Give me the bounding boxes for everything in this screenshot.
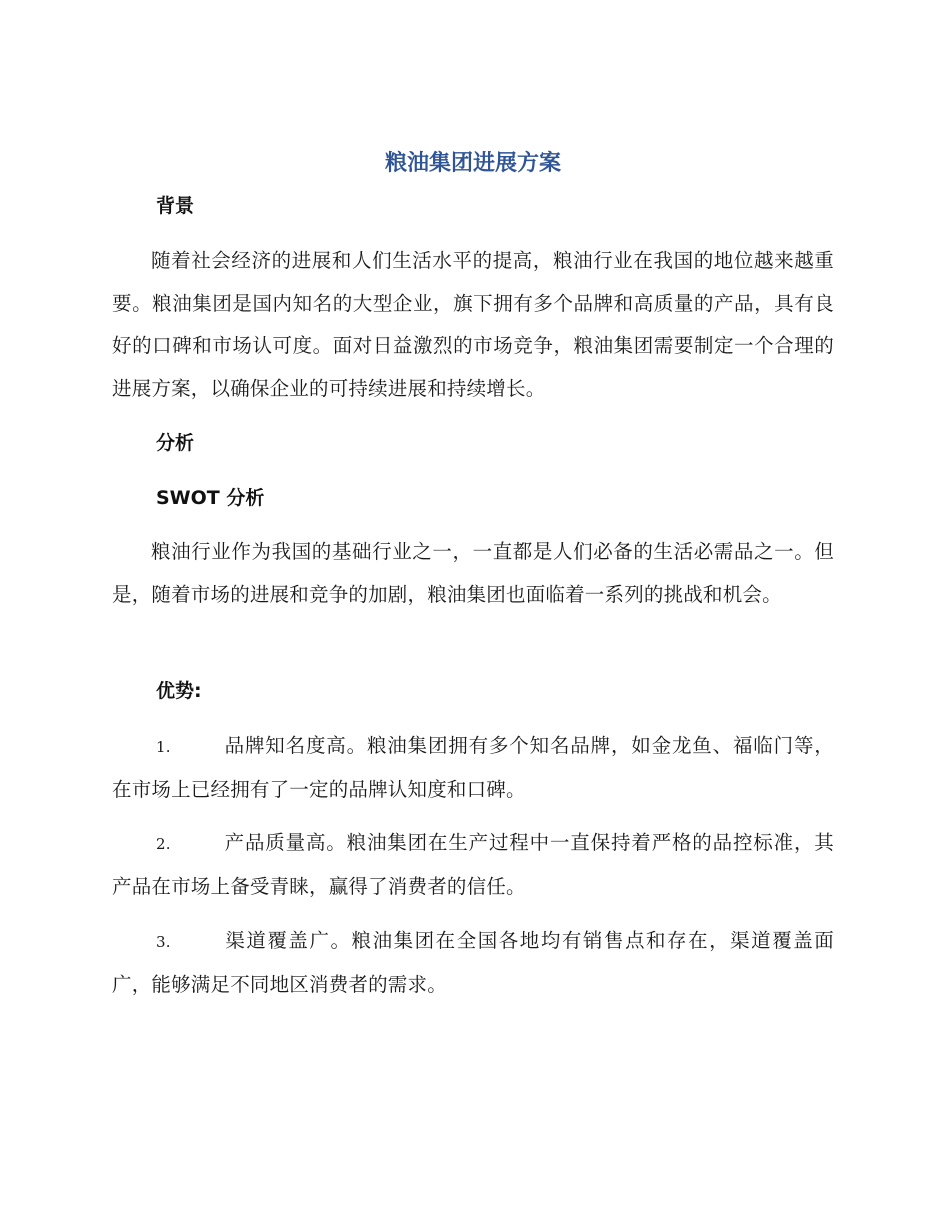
- section-heading-background: 背景: [156, 195, 195, 217]
- list-text: 品牌知名度高。粮油集团拥有多个知名品牌，如金龙鱼、福临门等，在市场上已经拥有了一定的品牌认知度和口碑。: [112, 734, 834, 801]
- list-text: 产品质量高。粮油集团在生产过程中一直保持着严格的品控标准，其产品在市场上备受青睐，赢得了消费者的信任。: [112, 831, 834, 898]
- strength-item-2: [112, 822, 834, 908]
- document-title: 粮油集团进展方案: [384, 151, 561, 176]
- section-heading-analysis: 分析: [156, 432, 195, 454]
- list-number: 2.: [156, 835, 171, 853]
- list-number: 3.: [156, 933, 171, 951]
- list-number: 1.: [156, 738, 171, 756]
- background-paragraph: 随着社会经济的进展和人们生活水平的提高，粮油行业在我国的地位越来越重要。粮油集团是国内知名的大型企业，旗下拥有多个品牌和高质量的产品，具有良好的口碑和市场认可度。面对日益激烈的市场竞争，粮油集团需要制定一个合理的进展方案，以确保企业的可持续进展和持续增长。: [112, 249, 834, 400]
- section-heading-strengths: 优势:: [156, 680, 202, 702]
- swot-paragraph: 粮油行业作为我国的基础行业之一，一直都是人们必备的生活必需品之一。但是，随着市场的进展和竞争的加剧，粮油集团也面临着一系列的挑战和机会。: [112, 540, 834, 606]
- list-text: 渠道覆盖广。粮油集团在全国各地均有销售点和存在，渠道覆盖面广，能够满足不同地区消费者的需求。: [112, 929, 834, 996]
- strength-item-1: [112, 725, 834, 811]
- section-heading-swot: SWOT 分析: [156, 487, 265, 509]
- strength-item-3: [112, 920, 834, 1006]
